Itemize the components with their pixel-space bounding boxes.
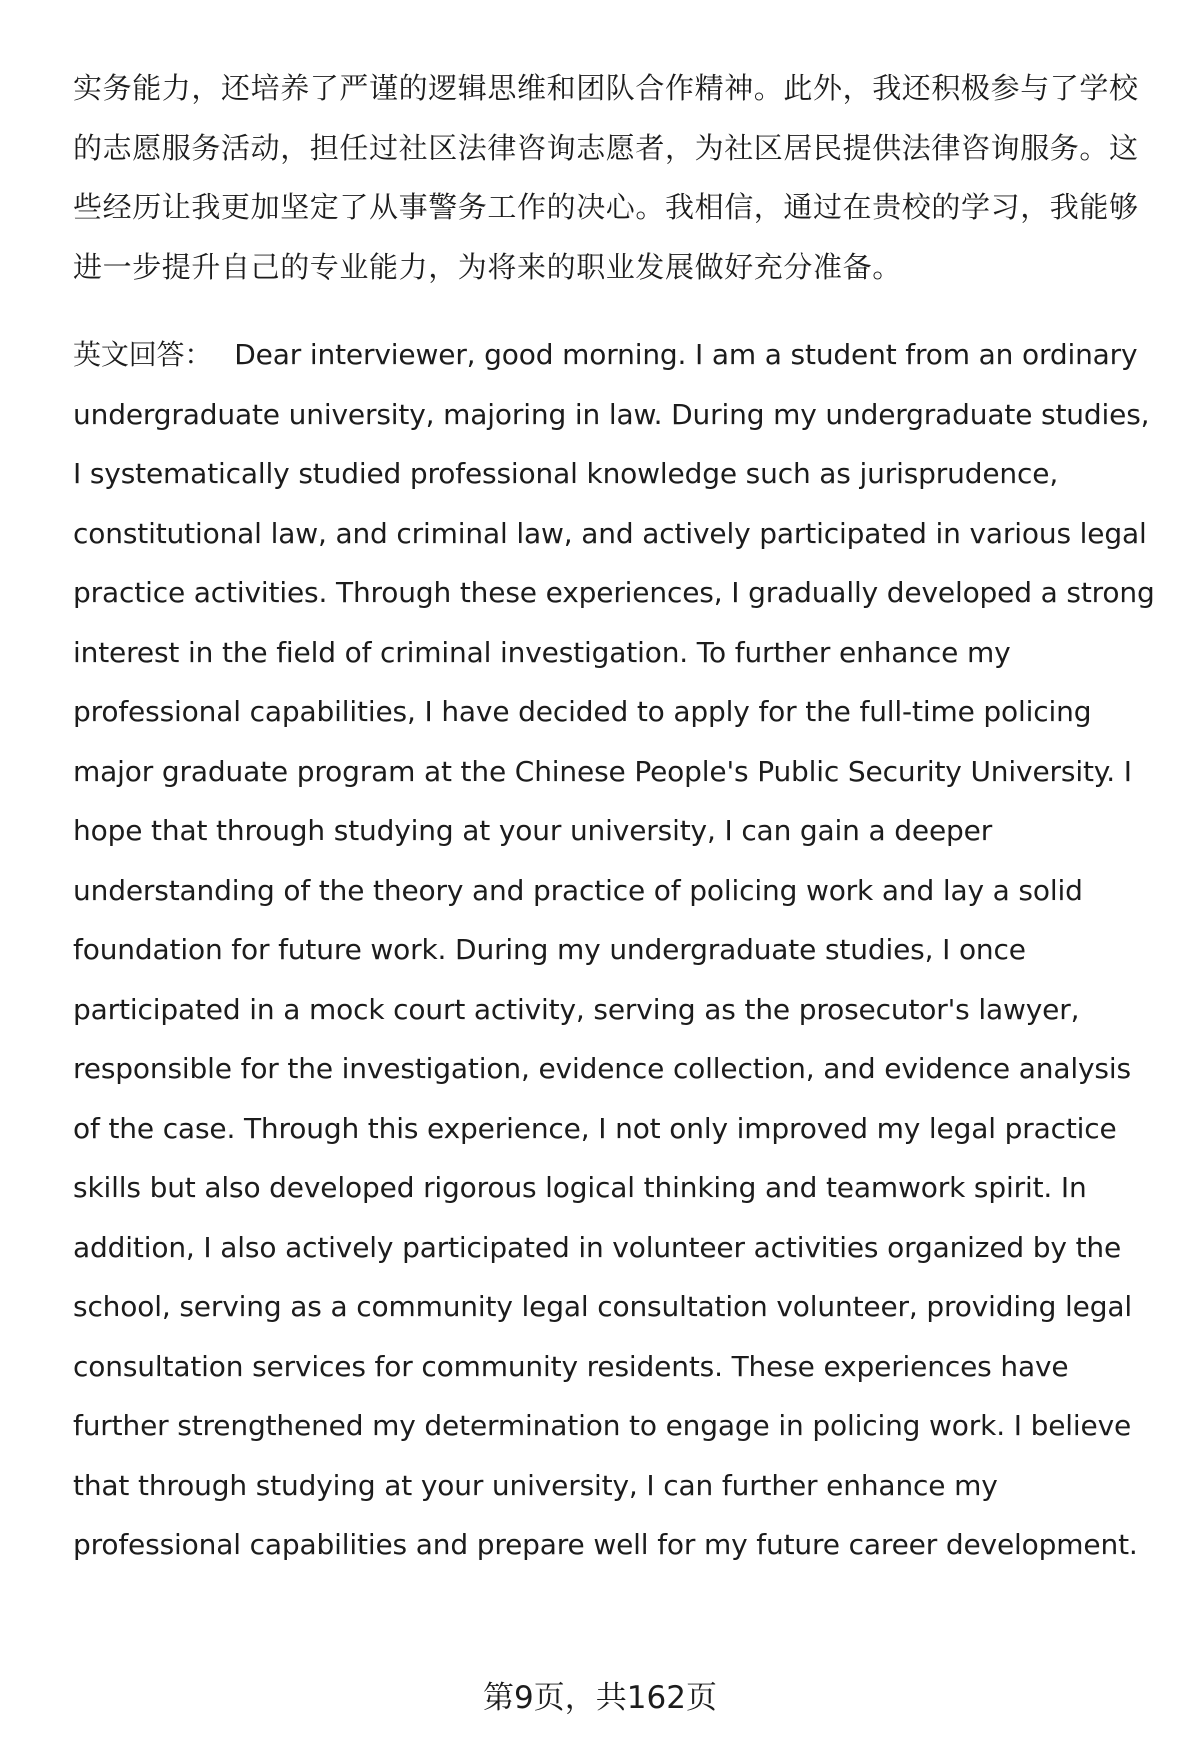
english-answer-text: Dear interviewer, good morning. I am a student from an ordinary undergraduate university, majoring in law. During my undergraduate studies, I systematically studied professional knowledge such as jurisprudence, constitutional law, and criminal law, and actively participated in various legal practice activities. Through these experiences, I gradually developed a strong interest in the field of criminal investigation. To further enhance my professional capabilities, I have decided to apply for the full-time policing major graduate program at the Chinese People's Public Security University. I hope that through studying at your university, I can gain a deeper understanding of the theory and practice of policing work and lay a solid foundation for future work. During my undergraduate studies, I once participated in a mock court activity, serving as the prosecutor's lawyer, responsible for the investigation, evidence collection, and evidence analysis of the case. Through this experience, I not only improved my legal practice skills but also developed rigorous logical thinking and teamwork spirit. In addition, I also actively participated in volunteer activities organized by the school, serving as a community legal consultation volunteer, providing legal consultation services for community residents. These experiences have further strengthened my determination to engage in policing work. I believe that through studying at your university, I can further enhance my professional capabilities and prepare well for my future career development. — [73, 338, 1155, 1561]
chinese-answer-continuation: 实务能力，还培养了严谨的逻辑思维和团队合作精神。此外，我还积极参与了学校的志愿服务活动，担任过社区法律咨询志愿者，为社区居民提供法律咨询服务。这些经历让我更加坚定了从事警务工作的决心。我相信，通过在贵校的学习，我能够进一步提升自己的专业能力，为将来的职业发展做好充分准备。 — [73, 71, 1139, 284]
page-number: 第9页，共162页 — [483, 1680, 717, 1716]
english-answer-label: 英文回答： — [73, 338, 213, 371]
english-answer-paragraph — [73, 325, 1158, 1575]
